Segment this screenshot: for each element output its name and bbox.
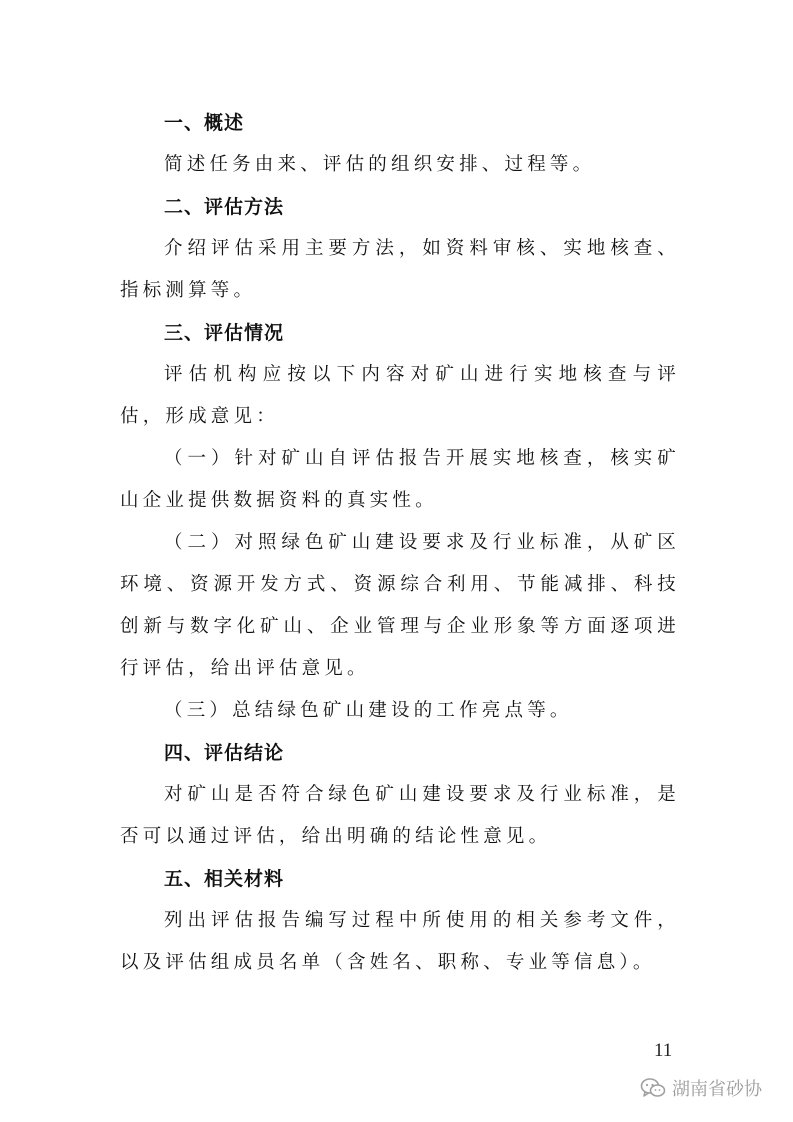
section-heading-conclusion: 四、评估结论 [164, 742, 285, 764]
section-heading-methods: 二、评估方法 [164, 196, 285, 218]
section-heading-assessment: 三、评估情况 [164, 322, 285, 344]
paragraph-methods: 介绍评估采用主要方法，如资料审核、实地核查、指标测算等。 [120, 238, 680, 301]
paragraph-assessment-item-2: （二）对照绿色矿山建设要求及行业标准，从矿区环境、资源开发方式、资源综合利用、节能减排、科技创新与数字化矿山、企业管理与企业形象等方面逐项进行评估，给出评估意见。 [120, 532, 680, 679]
section-heading-materials: 五、相关材料 [164, 868, 285, 890]
paragraph-assessment-item-3: （三）总结绿色矿山建设的工作亮点等。 [164, 700, 573, 721]
paragraph-materials: 列出评估报告编写过程中所使用的相关参考文件，以及评估组成员名单（含姓名、职称、专业等信息）。 [120, 910, 680, 973]
watermark [640, 1074, 762, 1102]
paragraph-assessment-item-1: （一）针对矿山自评估报告开展实地核查，核实矿山企业提供数据资料的真实性。 [120, 448, 680, 511]
paragraph-conclusion: 对矿山是否符合绿色矿山建设要求及行业标准，是否可以通过评估，给出明确的结论性意见。 [120, 784, 680, 847]
watermark-text: 湖南省砂协 [672, 1079, 762, 1100]
document-body [120, 102, 680, 984]
paragraph-overview: 简述任务由来、评估的组织安排、过程等。 [164, 154, 596, 175]
section-heading-overview: 一、概述 [164, 112, 245, 134]
wechat-icon [640, 1077, 666, 1099]
paragraph-assessment-intro: 评估机构应按以下内容对矿山进行实地核查与评估，形成意见： [120, 364, 680, 427]
page-number: 11 [654, 1040, 673, 1061]
